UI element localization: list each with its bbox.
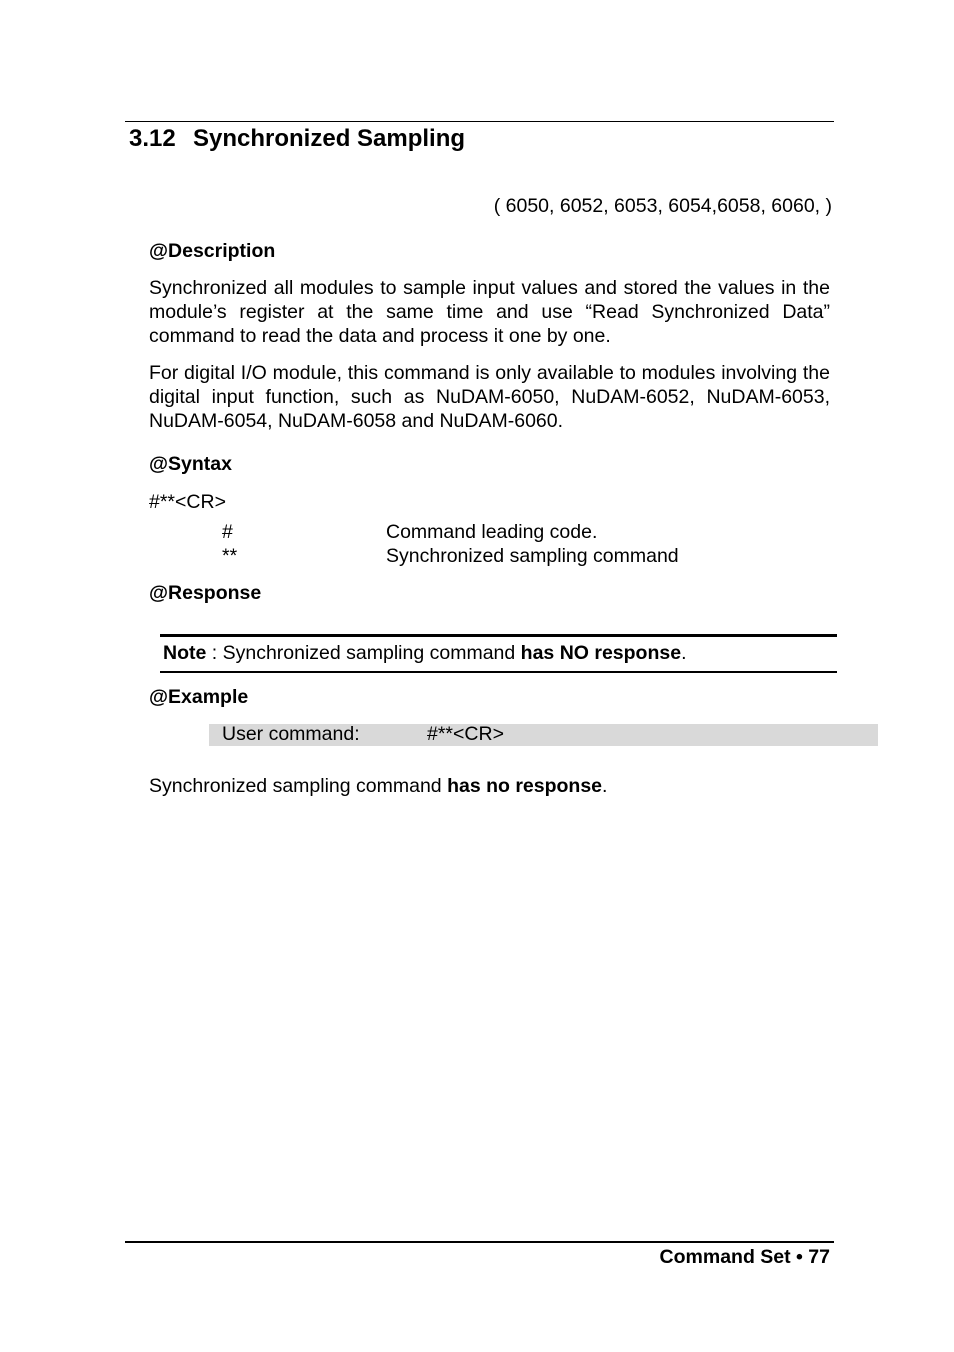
description-paragraph-1: Synchronized all modules to sample input values and stored the values in the module’s register at the same time and use “Read Synchronized Data” command to read the data and process it one by one. — [149, 277, 830, 347]
section-number: 3.12 — [129, 125, 176, 152]
param-symbol-1: # — [222, 521, 233, 543]
example-label: User command: — [222, 723, 360, 745]
note-end: . — [681, 642, 687, 664]
param-description-2: Synchronized sampling command — [386, 545, 679, 567]
description-heading: @Description — [149, 240, 276, 262]
syntax-heading: @Syntax — [149, 453, 232, 475]
note-text — [163, 642, 686, 665]
closing-end: . — [602, 775, 608, 797]
param-symbol-2: ** — [222, 545, 238, 567]
section-title-text: Synchronized Sampling — [193, 125, 466, 152]
example-heading: @Example — [149, 686, 249, 708]
example-command: #**<CR> — [427, 723, 504, 745]
closing-text — [149, 775, 607, 798]
closing-body: Synchronized sampling command — [149, 775, 448, 797]
response-heading: @Response — [149, 582, 262, 604]
closing-emphasis: has no response — [447, 775, 603, 797]
note-emphasis: has NO response — [520, 642, 682, 664]
supported-models: ( 6050, 6052, 6053, 6054,6058, 6060, ) — [493, 195, 832, 217]
section-title — [129, 125, 465, 153]
note-body: : Synchronized sampling command — [206, 642, 521, 664]
description-paragraph-2: For digital I/O module, this command is only available to modules involving the digital input function, such as NuDAM-6050, NuDAM-6052, NuDAM-6053, NuDAM-6054, NuDAM-6058 and NuDAM-6060. — [149, 362, 830, 432]
note-label: Note — [163, 642, 207, 664]
syntax-command: #**<CR> — [149, 491, 226, 513]
top-rule — [125, 121, 834, 122]
bottom-rule — [125, 1241, 834, 1243]
page-footer: Command Set • 77 — [659, 1246, 830, 1268]
param-description-1: Command leading code. — [386, 521, 598, 543]
